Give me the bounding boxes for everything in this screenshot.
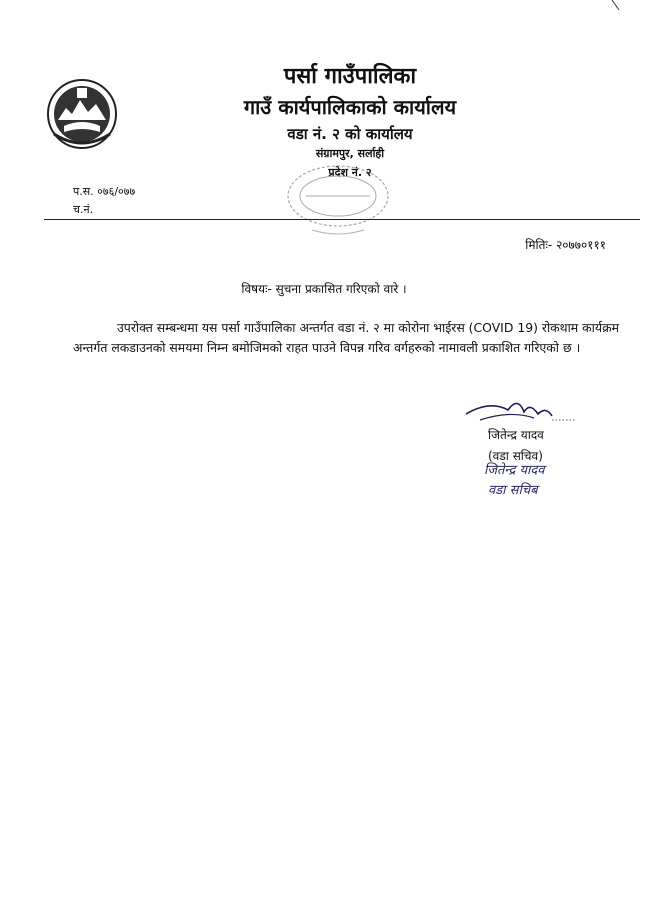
municipality-name: पर्सा गाउँपालिका bbox=[283, 64, 417, 89]
letter-subject: विषयः- सुचना प्रकासित गरिएको वारे । bbox=[241, 282, 407, 296]
handwritten-name: जितेन्द्र यादव bbox=[484, 463, 545, 478]
nepal-emblem-icon bbox=[44, 74, 120, 154]
handwritten-title: वडा सचिब bbox=[488, 483, 538, 498]
ward-office-name: वडा नं. २ को कार्यालय bbox=[287, 125, 413, 143]
dispatch-number: च.नं. bbox=[73, 203, 94, 216]
signatory-name: जितेन्द्र यादव bbox=[488, 428, 544, 442]
corner-mark-icon bbox=[610, 0, 622, 12]
signatory-title: (वडा सचिव) bbox=[488, 449, 543, 463]
province-name: प्रदेश नं. २ bbox=[328, 166, 372, 179]
ward-office-stamp-icon bbox=[282, 160, 394, 240]
header-divider bbox=[44, 219, 640, 220]
letter-date: मितिः- २०७७०१११ bbox=[525, 238, 606, 252]
signature-icon bbox=[460, 392, 580, 428]
office-name: गाउँ कार्यपालिकाको कार्यालय bbox=[243, 95, 457, 119]
reference-number: प.स. ०७६/०७७ bbox=[73, 185, 136, 198]
letter-body-container bbox=[73, 318, 619, 358]
letter-body: उपरोक्त सम्बन्धमा यस पर्सा गाउँपालिका अन्तर्गत वडा नं. २ मा कोरोना भाईरस (COVID 19) रोकथाम कार्यक्रम अन्तर्गत लकडाउनको समयमा निम्न बमोजिमको राहत पाउने विपन्न गरिव वर्गहरुको नामावली प्रकाशित गरिएको छ । bbox=[73, 320, 619, 355]
office-address: संग्रामपुर, सर्लाही bbox=[315, 147, 385, 160]
